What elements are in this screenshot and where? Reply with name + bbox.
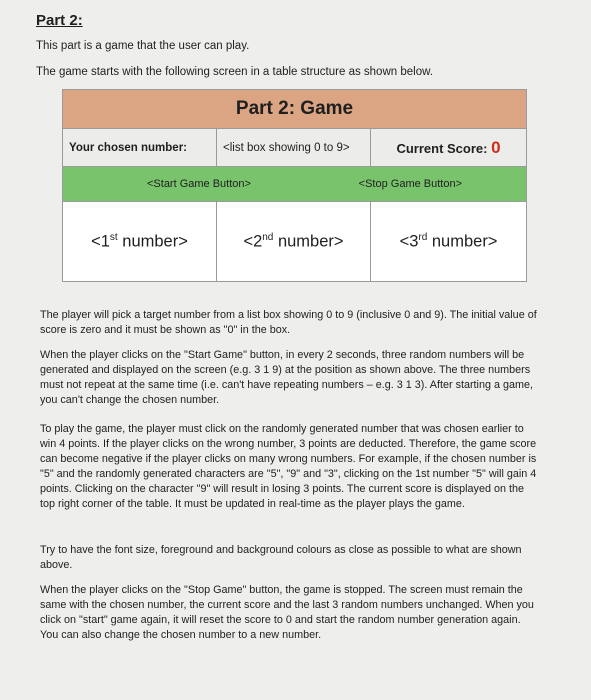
score-label: Current Score: [396,140,492,156]
intro-line-2: The game starts with the following screen in a table structure as shown below. [36,66,433,78]
first-number-pre: <1 [91,232,110,251]
button-cell [63,167,527,202]
paragraph-4: Try to have the font size, foreground and background colours as close as possible to what are shown above. [40,544,522,571]
score-value: 0 [491,137,501,157]
section-heading: Part 2: [36,12,83,29]
chosen-number-label: Your chosen number: [63,129,217,167]
first-number[interactable] [63,202,217,282]
paragraph-3: To play the game, the player must click on the randomly generated number that was chosen earlier to win 4 points. If the player clicks on the wrong number, 3 points are deducted. Therefore, the game score can become negative if the player clicks on many wrong numbers. For example, if the chosen number is "5" and the randomly generated characters are "5", "9" and "3", clicking on the 1st number "5" will gain 4 points. Clicking on the character "9" will result in losing 3 points. The current score is displayed on the top right corner of the table. It must be updated in real-time as the player plays the game. [40,423,537,510]
paragraph-2: When the player clicks on the "Start Game" button, in every 2 seconds, three random numbers will be generated and displayed on the screen (e.g. 3 1 9) at the position as shown above. The three numbers must not repeat at the same time (i.e. can't have repeating numbers – e.g. 3 1 3). After starting a game, you can't change the chosen number. [40,349,533,406]
paragraph-5: When the player clicks on the "Stop Game" button, the game is stopped. The screen must remain the same with the chosen number, the current score and the last 3 random numbers unchanged. When you click on "start" game again, it will reset the score to 0 and start the random number generation again. You can also change the chosen number to a new number. [40,584,534,641]
third-number-sup: rd [418,231,428,243]
second-number-pre: <2 [243,232,263,251]
third-number[interactable] [371,202,527,282]
third-number-post: number> [427,232,498,251]
stop-game-button[interactable]: <Stop Game Button> [358,178,463,190]
paragraph-1: The player will pick a target number from a list box showing 0 to 9 (inclusive 0 and 9). The initial value of score is zero and it must be shown as "0" in the box. [40,309,537,336]
second-number-sup: nd [262,231,274,243]
first-number-sup: st [109,231,118,243]
current-score [371,129,527,167]
third-number-pre: <3 [399,232,419,251]
game-title: Part 2: Game [63,90,527,129]
game-table [62,89,527,282]
start-game-button[interactable]: <Start Game Button> [147,178,251,190]
intro-line-1: This part is a game that the user can play. [36,40,250,52]
second-number[interactable] [217,202,371,282]
second-number-post: number> [273,232,344,251]
first-number-post: number> [117,232,188,251]
number-list-box[interactable]: <list box showing 0 to 9> [217,129,371,167]
